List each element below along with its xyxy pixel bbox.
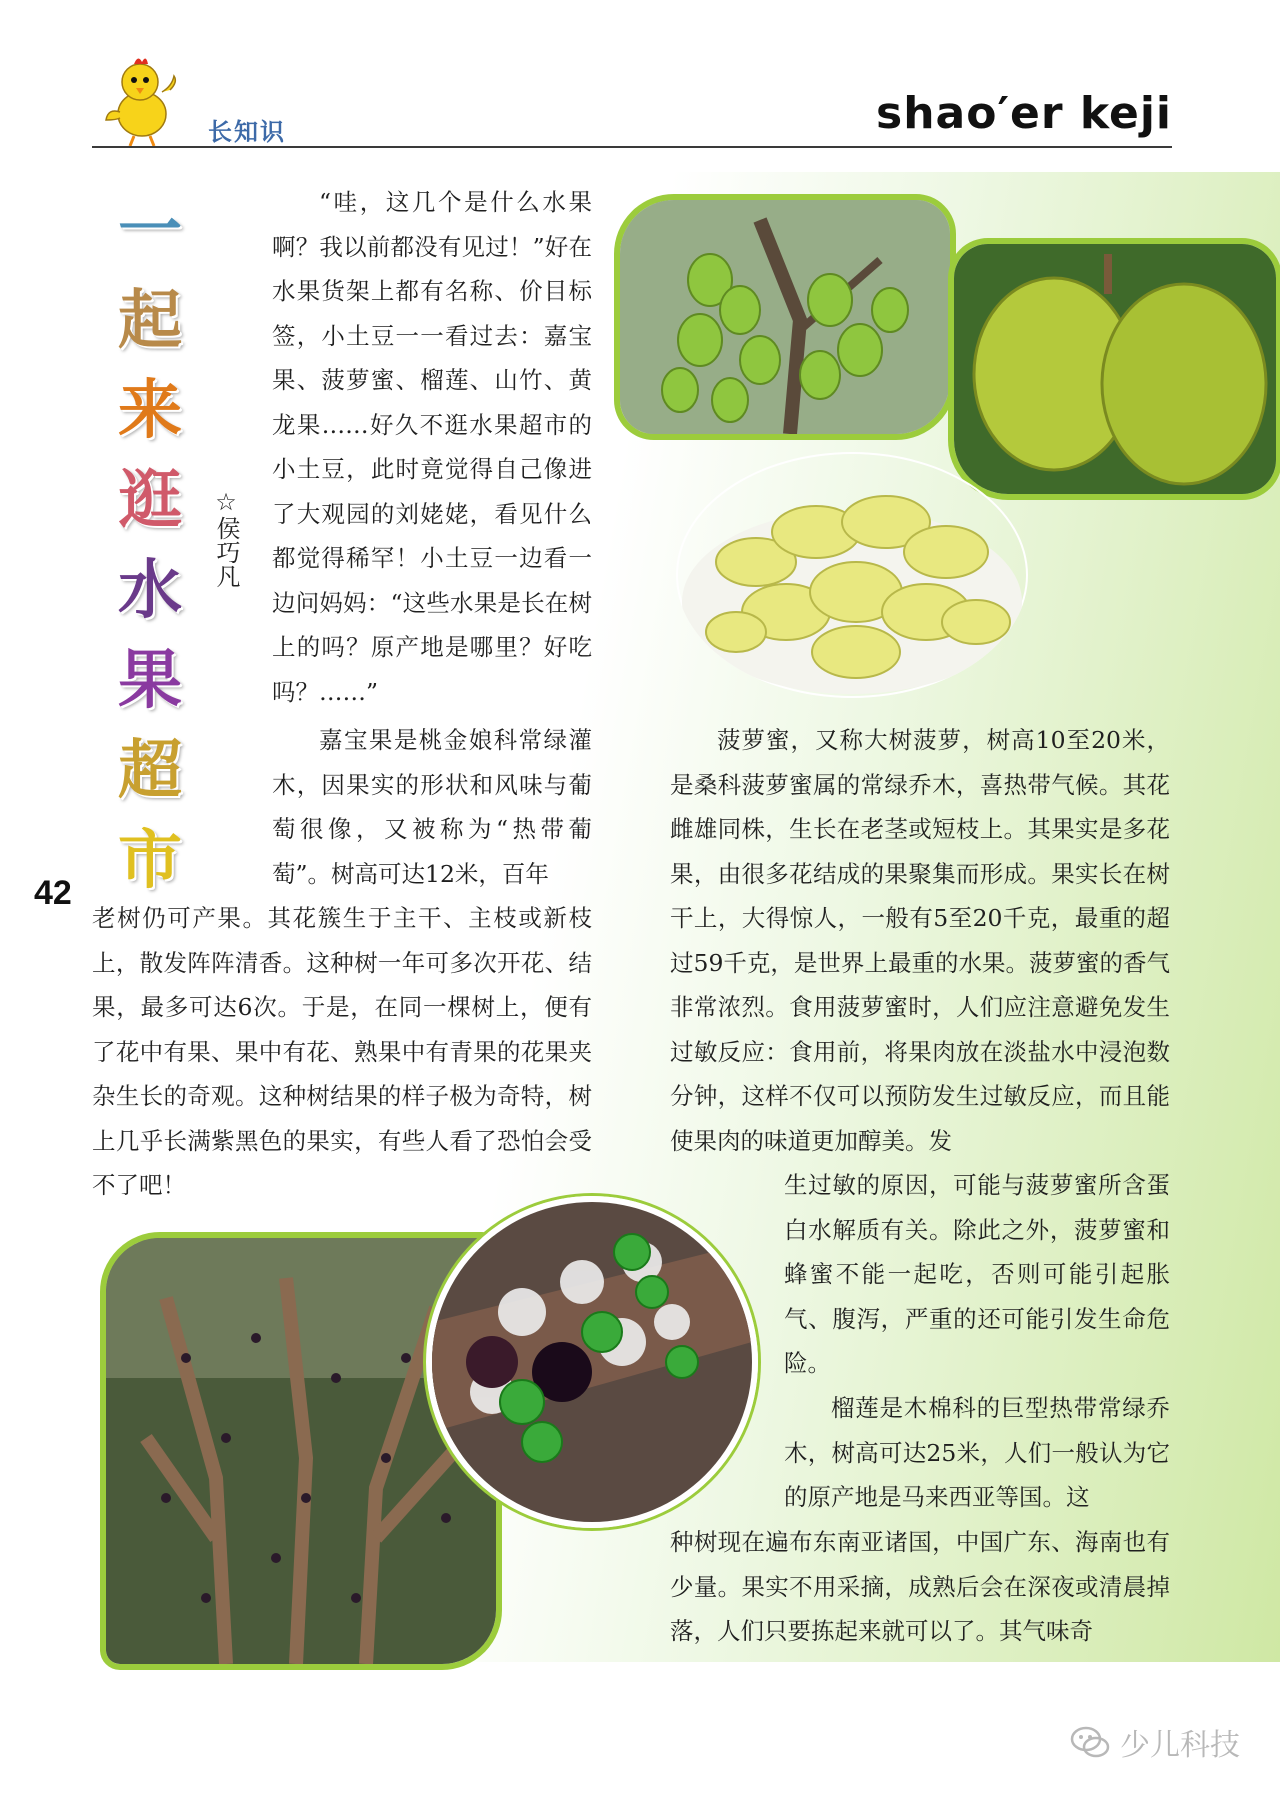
jackfruit-tree-photo	[614, 194, 956, 440]
jackfruit-paragraph-top	[670, 718, 1170, 1163]
title-char: 一	[118, 194, 182, 268]
header-divider	[92, 146, 1172, 148]
author-byline: ☆侯巧凡	[212, 488, 240, 588]
wechat-icon	[1070, 1725, 1110, 1759]
title-char: 超	[118, 734, 182, 808]
intro-paragraph	[272, 180, 592, 714]
jackfruit-text-rest: 生过敏的原因，可能与菠萝蜜所含蛋白水解质有关。除此之外，菠萝蜜和蜂蜜不能一起吃，否则可能引起胀气、腹泻，严重的还可能引发生命危险。	[784, 1171, 1170, 1377]
jaboticaba-paragraph-top	[272, 718, 592, 896]
jackfruit-text-top: 菠萝蜜，又称大树菠萝，树高10至20米，是桑科菠萝蜜属的常绿乔木，喜热带气候。其花雌雄同株，生长在老茎或短枝上。其果实是多花果，由很多花结成的果聚集而形成。果实长在树干上，大得惊人，一般有5至20千克，最重的超过59千克，是世界上最重的水果。菠萝蜜的香气非常浓烈。食用菠萝蜜时，人们应注意避免发生过敏反应：食用前，将果肉放在淡盐水中浸泡数分钟，这样不仅可以预防发生过敏反应，而且能使果肉的味道更加醇美。发	[670, 726, 1170, 1155]
jaboticaba-fruit-photo	[426, 1196, 758, 1528]
durian-text-top: 榴莲是木棉科的巨型热带常绿乔木，树高可达25米，人们一般认为它的原产地是马来西亚等国。这	[784, 1394, 1170, 1511]
jaboticaba-fruit-image	[432, 1202, 752, 1522]
section-label: 长知识	[208, 118, 286, 146]
article-title	[100, 186, 200, 906]
durian-paragraph-rest	[670, 1520, 1170, 1654]
title-char: 来	[118, 374, 182, 448]
jackfruit-flesh-photo	[676, 452, 1028, 698]
jaboticaba-text-rest: 老树仍可产果。其花簇生于主干、主枝或新枝上，散发阵阵清香。这种树一年可多次开花、结果，最多可达6次。于是，在同一棵树上，便有了花中有果、果中有花、熟果中有青果的花果夹杂生长的奇观。这种树结果的样子极为奇特，树上几乎长满紫黑色的果实，有些人看了恐怕会受不了吧！	[92, 904, 592, 1199]
jackfruit-closeup-photo	[948, 238, 1280, 500]
title-char: 起	[118, 284, 182, 358]
jackfruit-paragraph-rest	[784, 1163, 1170, 1383]
jaboticaba-paragraph-rest	[92, 896, 592, 1208]
intro-text: “哇，这几个是什么水果啊？我以前都没有见过！”好在水果货架上都有名称、价目标签，小土豆一一看过去：嘉宝果、菠萝蜜、榴莲、山竹、黄龙果……好久不逛水果超市的小土豆，此时竟觉得自己像进了大观园的刘姥姥，看见什么都觉得稀罕！小土豆一边看一边问妈妈：“这些水果是长在树上的吗？原产地是哪里？好吃吗？……”	[272, 188, 592, 706]
jackfruit-tree-image	[620, 200, 950, 434]
watermark-text: 少儿科技	[1120, 1728, 1240, 1763]
page-number: 42	[34, 874, 72, 912]
magazine-name: shao′er keji	[876, 88, 1172, 139]
durian-text-rest: 种树现在遍布东南亚诸国，中国广东、海南也有少量。果实不用采摘，成熟后会在深夜或清晨掉落，人们只要拣起来就可以了。其气味奇	[670, 1528, 1170, 1645]
title-char: 果	[118, 644, 182, 718]
durian-paragraph-top	[784, 1386, 1170, 1520]
title-char: 市	[118, 824, 182, 898]
jackfruit-flesh-image	[676, 452, 1028, 698]
watermark	[1070, 1720, 1240, 1764]
title-char: 水	[118, 554, 182, 628]
jackfruit-closeup-image	[954, 244, 1276, 494]
chick-mascot-icon	[100, 52, 182, 148]
title-char: 逛	[118, 464, 182, 538]
jaboticaba-text-top: 嘉宝果是桃金娘科常绿灌木，因果实的形状和风味与葡萄很像，又被称为“热带葡萄”。树高可达12米，百年	[272, 726, 592, 888]
